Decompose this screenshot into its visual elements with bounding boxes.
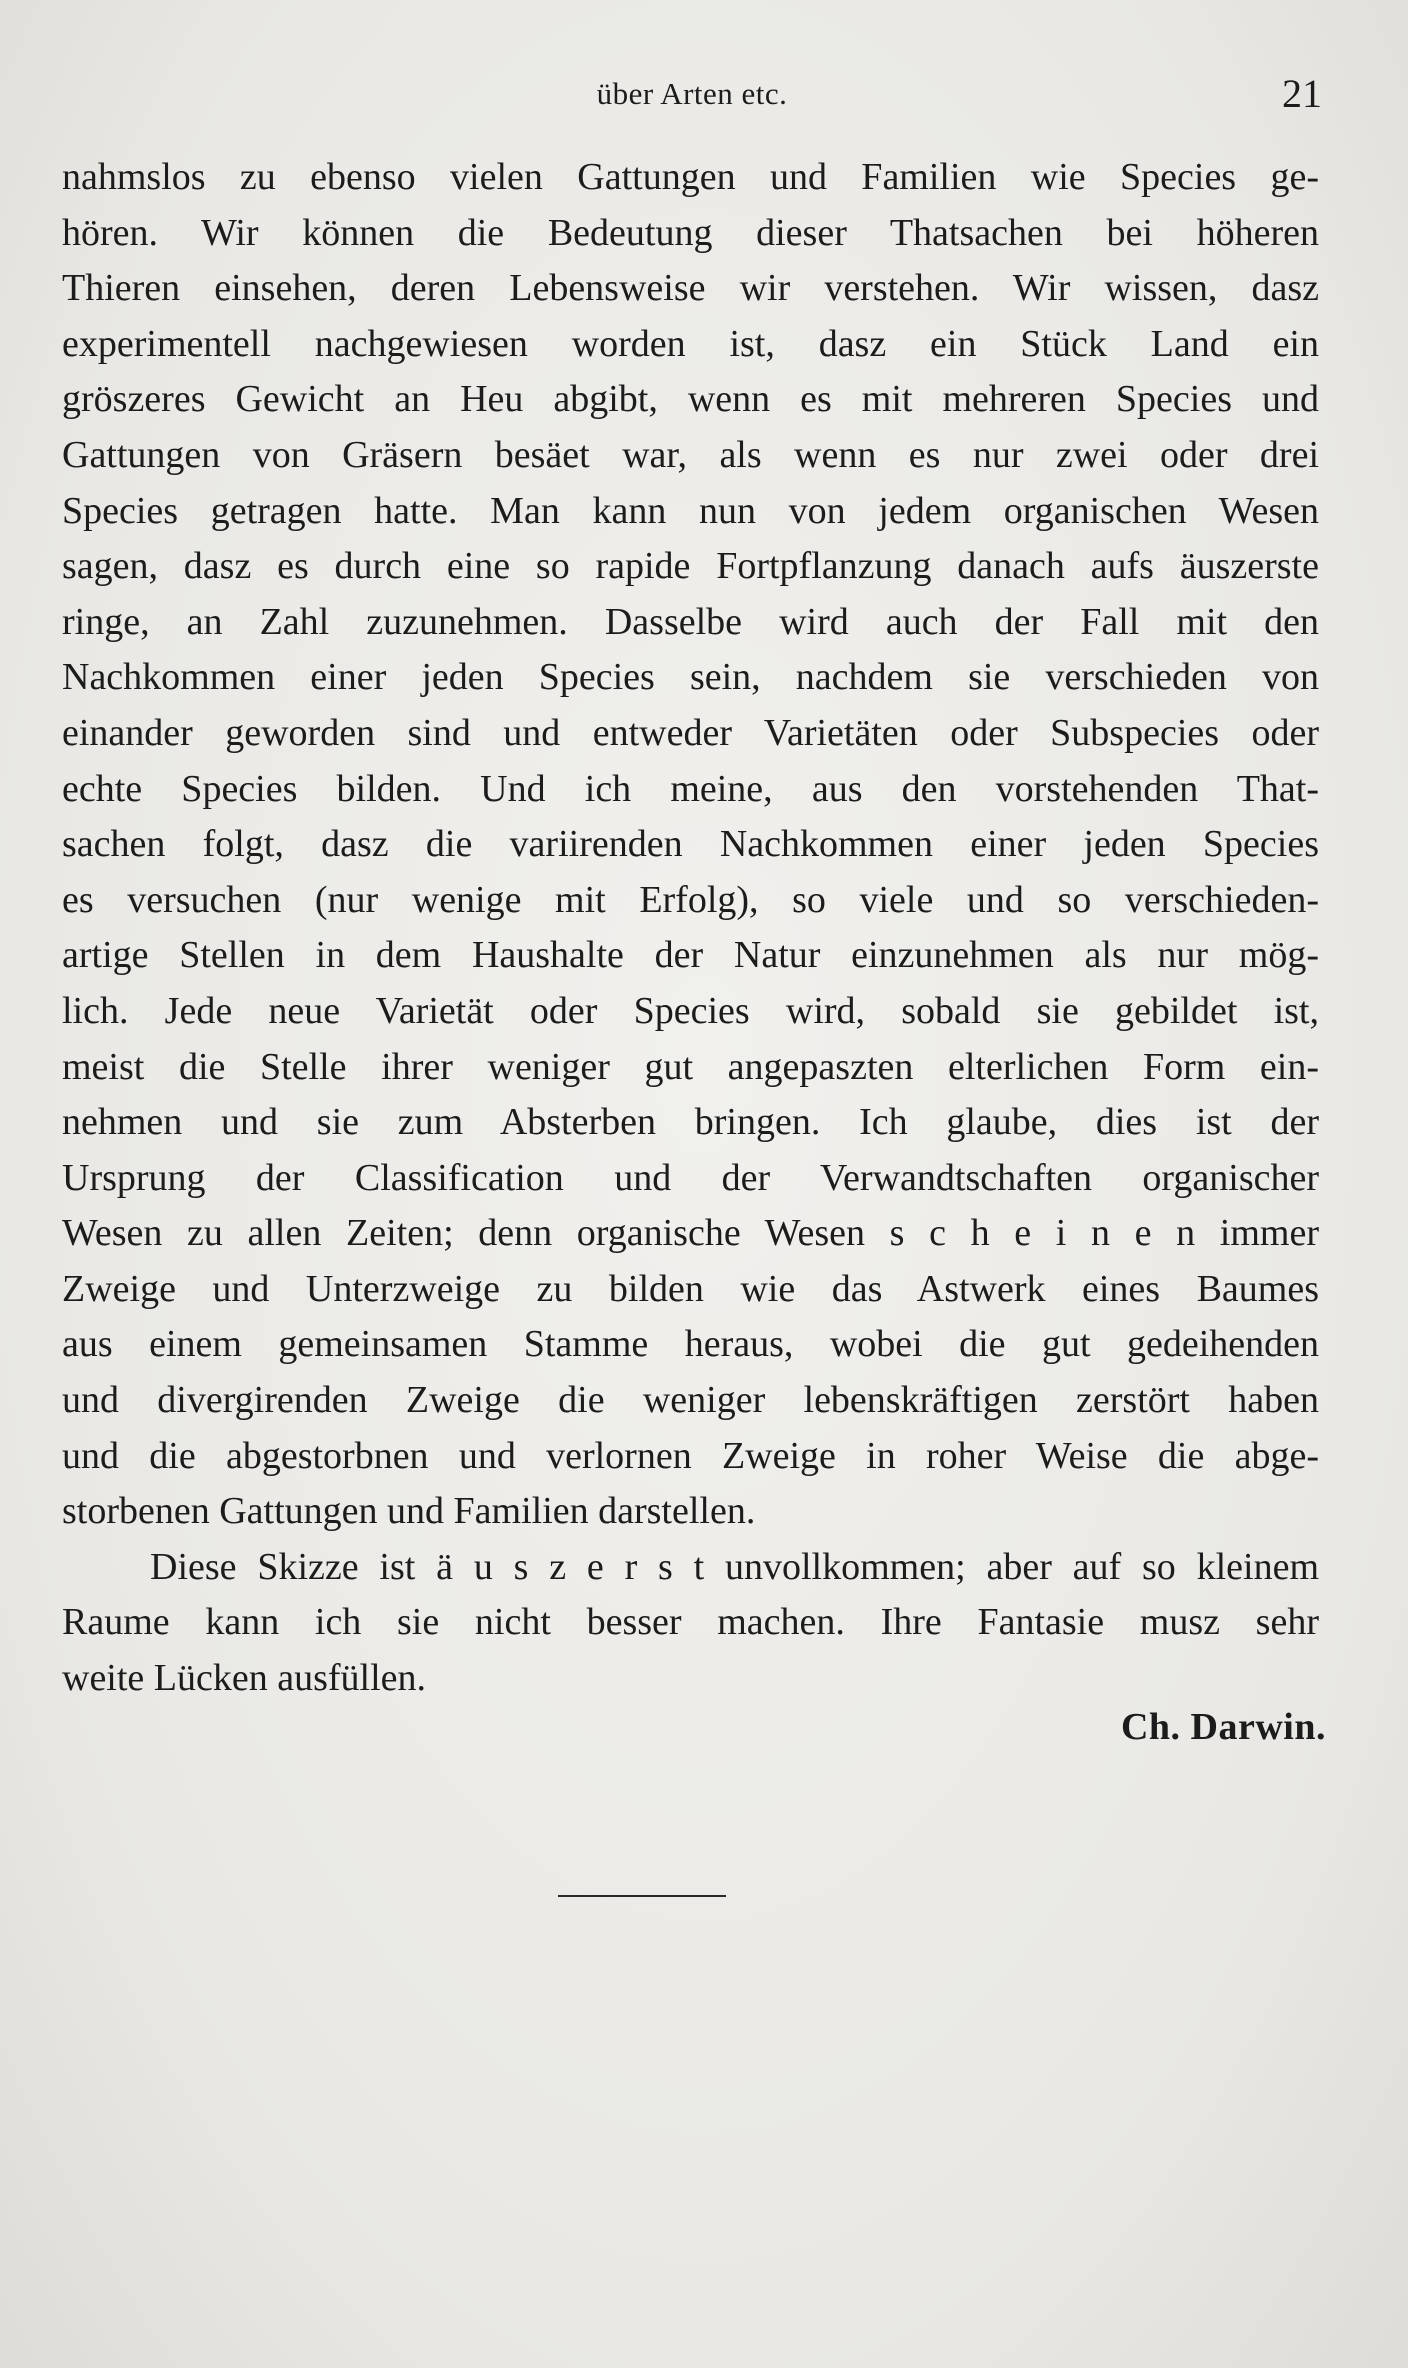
text-line: Raume kann ich sie nicht besser machen. Ihre Fantasie musz sehr [62, 1601, 1319, 1644]
text-line: experimentell nachgewiesen worden ist, dasz ein Stück Land ein [62, 322, 1319, 365]
text-line: Ursprung der Classification und der Verwandtschaften organischer [62, 1156, 1319, 1199]
text-line: Gattungen von Gräsern besäet war, als wenn es nur zwei oder drei [62, 433, 1319, 476]
text-line: aus einem gemeinsamen Stamme heraus, wobei die gut gedeihenden [62, 1323, 1319, 1366]
text-line: Nachkommen einer jeden Species sein, nachdem sie verschieden von [62, 656, 1319, 699]
text-line: einander geworden sind und entweder Varietäten oder Subspecies oder [62, 711, 1319, 754]
text-line: Wesen zu allen Zeiten; denn organische Wesen s c h e i n e n immer [62, 1212, 1319, 1255]
text-line: Thieren einsehen, deren Lebensweise wir verstehen. Wir wissen, dasz [62, 267, 1319, 310]
text-line: sagen, dasz es durch eine so rapide Fortpflanzung danach aufs äuszerste [62, 545, 1319, 588]
text-line: nehmen und sie zum Absterben bringen. Ich glaube, dies ist der [62, 1101, 1319, 1144]
text-line: es versuchen (nur wenige mit Erfolg), so viele und so verschieden- [62, 878, 1319, 921]
text-line: gröszeres Gewicht an Heu abgibt, wenn es mit mehreren Species und [62, 378, 1319, 421]
text-line: meist die Stelle ihrer weniger gut angepaszten elterlichen Form ein- [62, 1045, 1319, 1088]
text-line: ringe, an Zahl zuzunehmen. Dasselbe wird auch der Fall mit den [62, 600, 1319, 643]
text-line: Zweige und Unterzweige zu bilden wie das Astwerk eines Baumes [62, 1267, 1319, 1310]
text-line: echte Species bilden. Und ich meine, aus den vorstehenden That- [62, 767, 1319, 810]
text-line: nahmslos zu ebenso vielen Gattungen und Familien wie Species ge- [62, 156, 1319, 198]
body-text [62, 150, 1319, 1707]
text-line: weite Lücken ausfüllen. [62, 1657, 427, 1700]
text-line: Diese Skizze ist ä u s z e r s t unvollkommen; aber auf so kleinem [150, 1545, 1319, 1588]
text-line: Species getragen hatte. Man kann nun von jedem organischen Wesen [62, 489, 1319, 532]
text-line: und die abgestorbnen und verlornen Zweige in roher Weise die abge- [62, 1434, 1319, 1477]
text-line: storbenen Gattungen und Familien darstellen. [62, 1490, 756, 1533]
running-head [62, 70, 1322, 120]
running-title: über Arten etc. [596, 76, 788, 111]
signature: Ch. Darwin. [1120, 1706, 1326, 1748]
text-line: lich. Jede neue Varietät oder Species wird, sobald sie gebildet ist, [62, 989, 1319, 1032]
text-line: artige Stellen in dem Haushalte der Natur einzunehmen als nur mög- [62, 934, 1319, 977]
text-line: und divergirenden Zweige die weniger lebenskräftigen zerstört haben [62, 1379, 1319, 1422]
page-number: 21 [1282, 71, 1322, 116]
text-line: sachen folgt, dasz die variirenden Nachkommen einer jeden Species [62, 823, 1319, 866]
text-line: hören. Wir können die Bedeutung dieser Thatsachen bei höheren [62, 211, 1319, 254]
section-divider [558, 1895, 726, 1897]
